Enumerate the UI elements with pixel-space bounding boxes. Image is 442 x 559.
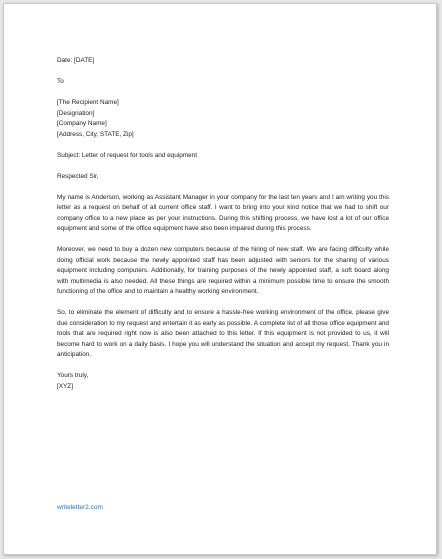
subject-line: Subject: Letter of request for tools and equipment [57,151,197,159]
letter-page [3,3,437,555]
body-paragraph-1: My name is Anderson, working as Assistant Manager in your company for the last ten years and I am writing you this letter as a request on behalf of all current office staff. I want to bring into your kind notice that we had to shift our company office to a new place as per your instructions. During this shifting process, we have lost a lot of our office equipment and some of the office equipment have also been impaired during this process. [57,193,389,232]
to-label: To [57,78,64,85]
body-paragraph-2: Moreover, we need to buy a dozen new computers because of the hiring of new staff. We are facing difficulty while doing official work because the newly appointed staff has been adjusted with seniors for the sharing of various equipment including computers. Additionally, for training purposes of the newly appointed staff, a soft board along with multimedia is also needed. All these things are required within a minimum possible time to ensure the smooth functioning of the office and to maintain a healthy working environment. [57,246,389,295]
recipient-name: [The Recipient Name] [57,99,119,106]
closing: Yours truly, [57,372,89,379]
website-link[interactable]: writeletter2.com [57,504,103,511]
date-line: Date: [DATE] [57,57,95,64]
signature: [XYZ] [57,382,73,390]
letter-body [57,56,389,392]
salutation: Respected Sir, [57,172,99,180]
body-paragraph-3: So, to eliminate the element of difficulty and to ensure a hassle-free working environment of the office, please give due consideration to my request and entertain it as early as possible. A complete list of all those office equipment and tools that are required right now is also been attached to this letter. If this equipment is not provided to us, it will become hard to work on a daily basis. I hope you will understand the situation and accept my request. Thank you in anticipation. [57,309,389,358]
recipient-address: [Address, City, STATE, Zip] [57,130,134,138]
recipient-designation: [Designation] [57,109,95,117]
recipient-company: [Company Name] [57,120,107,127]
